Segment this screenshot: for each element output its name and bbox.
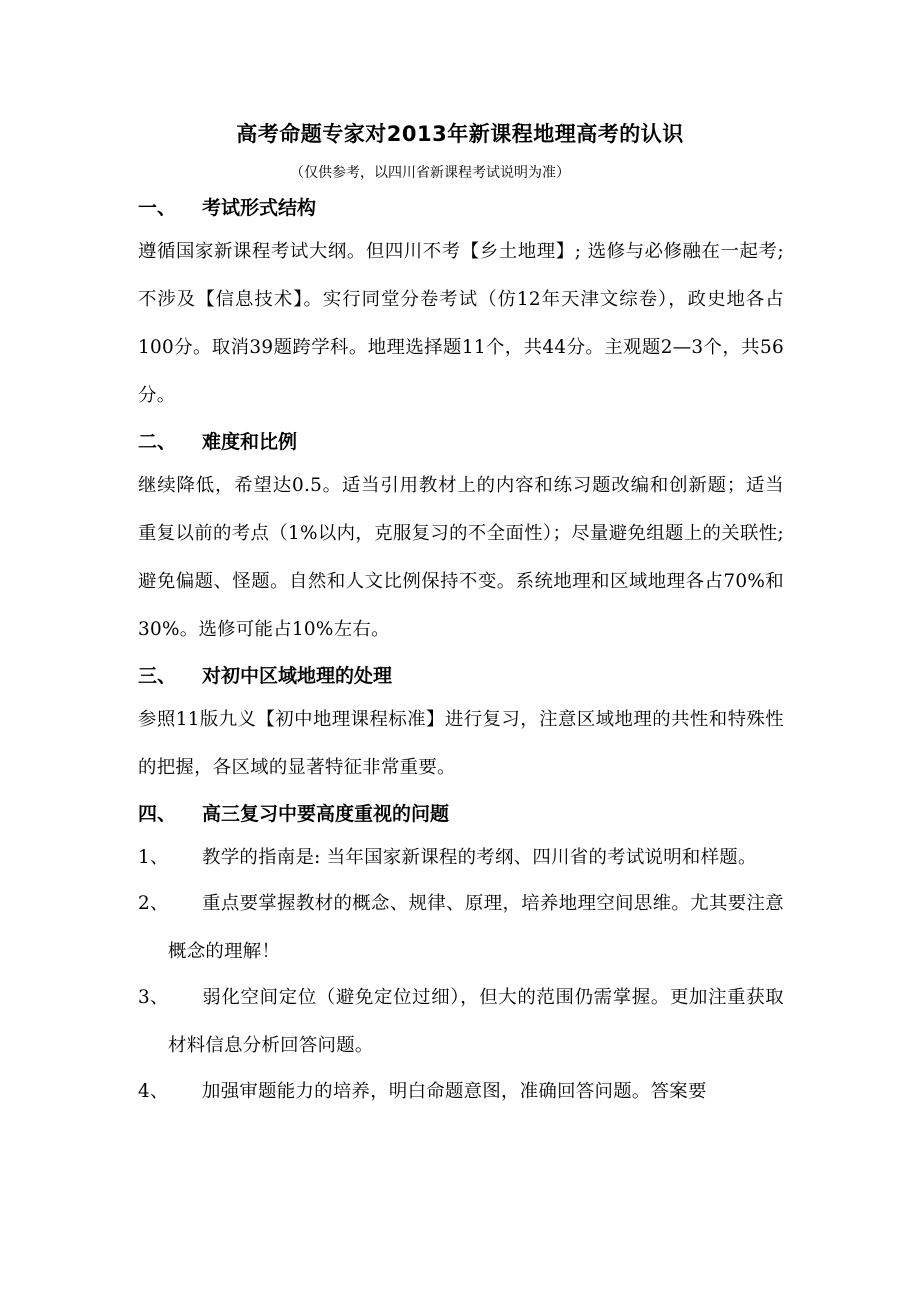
section-heading-2 [138, 430, 784, 454]
list-item-number: 2、 [138, 893, 169, 914]
list-item-text: 加强审题能力的培养，明白命题意图，准确回答问题。答案要 [202, 1081, 707, 1102]
document-body [138, 196, 784, 1126]
section-heading-4 [138, 802, 784, 826]
section-paragraph-1: 遵循国家新课程考试大纲。但四川不考【乡土地理】; 选修与必修融在一起考; 不涉及【信息技术】。实行同堂分卷考试（仿12年天津文综卷），政史地各占100分。取消39题跨学科。地理选择题11个，共44分。主观题2—3个，共56分。 [138, 241, 784, 406]
section-number: 一、 [138, 197, 177, 219]
list-item [138, 974, 784, 1070]
list-item-number: 1、 [138, 847, 169, 868]
list-item [138, 834, 784, 882]
document-title: 高考命题专家对2013年新课程地理高考的认识 [236, 122, 684, 146]
list-item-number: 3、 [138, 987, 169, 1008]
section-number: 四、 [138, 803, 177, 825]
list-item-text: 教学的指南是: 当年国家新课程的考纲、四川省的考试说明和样题。 [202, 847, 757, 868]
section-title: 对初中区域地理的处理 [202, 665, 393, 687]
section-number: 三、 [138, 665, 177, 687]
section-paragraph-3: 参照11版九义【初中地理课程标准】进行复习，注意区域地理的共性和特殊性的把握，各区域的显著特征非常重要。 [138, 709, 784, 778]
section-heading-1 [138, 196, 784, 220]
list-item [138, 1068, 784, 1116]
list-item-number: 4、 [138, 1081, 169, 1102]
section-title: 难度和比例 [202, 431, 298, 453]
section-heading-3 [138, 664, 784, 688]
document-subtitle: （仅供参考，以四川省新课程考试说明为准） [290, 165, 570, 181]
section-title: 考试形式结构 [202, 197, 317, 219]
section-title: 高三复习中要高度重视的问题 [202, 803, 450, 825]
list-item-text: 重点要掌握教材的概念、规律、原理，培养地理空间思维。尤其要注意概念的理解！ [168, 893, 784, 962]
list-item [138, 880, 784, 976]
section-paragraph-2: 继续降低，希望达0.5。适当引用教材上的内容和练习题改编和创新题；适当重复以前的考点（1%以内，克服复习的不全面性）；尽量避免组题上的关联性; 避免偏题、怪题。自然和人文比例保持不变。系统地理和区域地理各占70%和30%。选修可能占10%左右。 [138, 475, 784, 640]
list-item-text: 弱化空间定位（避免定位过细），但大的范围仍需掌握。更加注重获取材料信息分析回答问题。 [168, 987, 784, 1056]
section-number: 二、 [138, 431, 177, 453]
